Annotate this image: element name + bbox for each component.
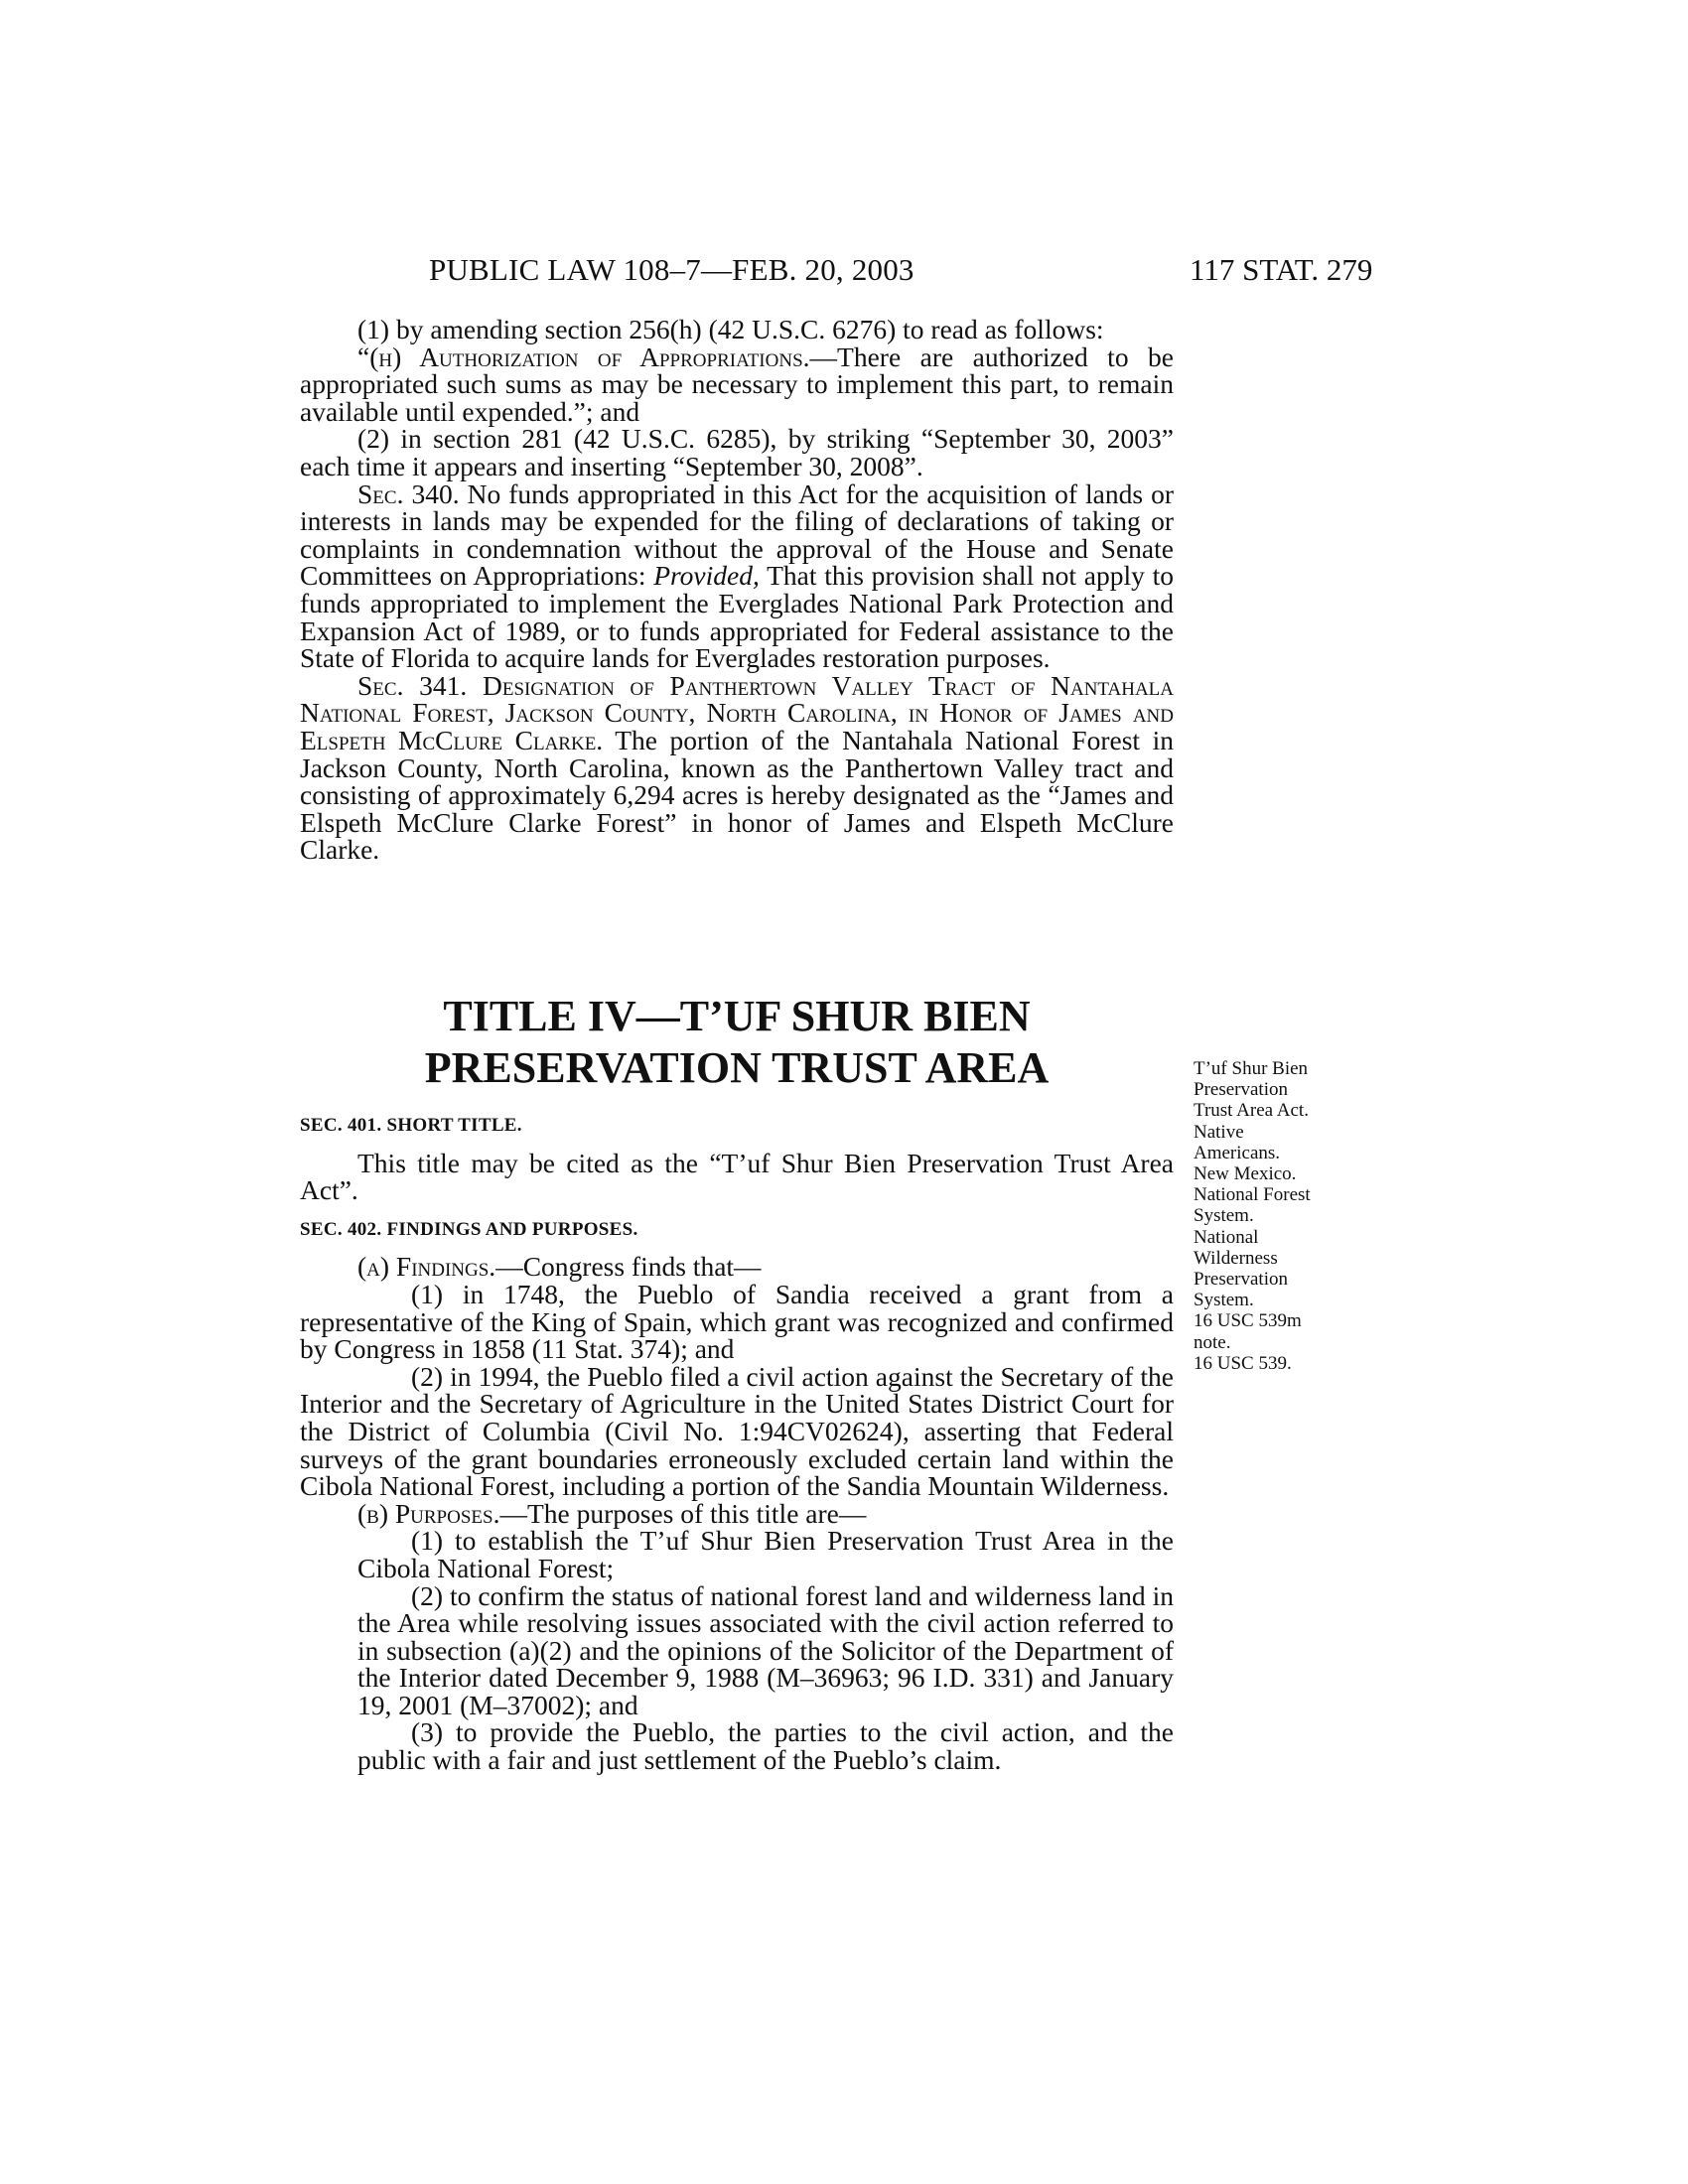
running-header: PUBLIC LAW 108–7—FEB. 20, 2003	[429, 252, 914, 287]
provided-italic: Provided,	[653, 560, 760, 592]
margin-note: 16 USC 539.	[1194, 1352, 1292, 1374]
sec-401-text: This title may be cited as the “T’uf Shur Bien Preservation Trust Area Act”.	[300, 1147, 1174, 1206]
top-text-block	[300, 316, 1174, 864]
page-citation: 117 STAT. 279	[1190, 252, 1373, 287]
findings-intro: —Congress finds that—	[495, 1251, 762, 1283]
purpose-1: (1) to establish the T’uf Shur Bien Preservation Trust Area in the Cibola National Forest;	[357, 1525, 1174, 1583]
margin-note: System.	[1194, 1290, 1254, 1311]
authorization-text: —There are authorized to be appropriated such sums as may be necessary to implement this part, to remain available until expended.”; and	[300, 341, 1175, 427]
margin-note: Preservation	[1194, 1079, 1288, 1101]
findings-heading: (a) Findings.	[357, 1251, 496, 1283]
sec-label: Sec.	[357, 669, 404, 701]
margin-note: System.	[1194, 1205, 1254, 1227]
margin-note: Trust Area Act.	[1194, 1100, 1309, 1122]
title-iv-text-block	[300, 1112, 1174, 1774]
sec-label: Sec.	[357, 478, 404, 509]
margin-note: National Forest	[1194, 1184, 1311, 1206]
margin-note: National	[1194, 1226, 1259, 1248]
sec-401-heading: SEC. 401. SHORT TITLE.	[300, 1115, 522, 1136]
findings-paragraph	[300, 1253, 1174, 1281]
margin-notes	[1194, 1058, 1392, 1374]
margin-note: Wilderness	[1194, 1247, 1278, 1269]
purpose-3: (3) to provide the Pueblo, the parties to the civil action, and the public with a fair and just settlement of the Pueblo’s claim.	[357, 1716, 1174, 1776]
title-line-2: PRESERVATION TRUST AREA	[424, 1043, 1050, 1092]
paragraph-amend-256h: (1) by amending section 256(h) (42 U.S.C. 6276) to read as follows:	[357, 314, 1104, 344]
purposes-intro: —The purposes of this title are—	[499, 1497, 867, 1529]
sec-341-text: The portion of the Nantahala National Forest in Jackson County, North Carolina, known as the Panthertown Valley tract and consisting of approximately 6,294 acres is hereby designated as the “James and Elspeth McClure Clarke Forest” in honor of James and Elspeth McClure Clarke.	[300, 724, 1174, 866]
title-line-1: TITLE IV—T’UF SHUR BIEN	[443, 992, 1031, 1040]
finding-1: (1) in 1748, the Pueblo of Sandia received a grant from a representative of the King of Spain, which grant was recognized and confirmed by Congress in 1858 (11 Stat. 374); and	[300, 1278, 1174, 1365]
margin-note: 16 USC 539m	[1194, 1310, 1302, 1332]
authorization-heading: “(h) Authorization of Appropriations.	[357, 341, 810, 372]
paragraph-sec-340	[300, 480, 1174, 672]
title-heading	[300, 991, 1174, 1094]
sec-340-text-b: That this provision shall not apply to funds appropriated to implement the Everglades National Park Protection and Expansion Act of 1989, or to funds appropriated for Federal assistance to the State of Florida to acquire lands for Everglades restoration purposes.	[300, 560, 1174, 674]
sec-341-heading: 341. Designation of Panthertown Valley Tract of Nantahala National Forest, Jackson County, North Carolina, in Honor of James and Elspeth McClure Clarke.	[300, 669, 1174, 755]
margin-note: note.	[1194, 1331, 1231, 1353]
margin-note: Americans.	[1194, 1142, 1281, 1163]
sec-340-text-a: 340. No funds appropriated in this Act for the acquisition of lands or interests in lands may be expended for the filing of declarations of taking or complaints in condemnation without the approval of the House and Senate Committees on Appropriations:	[300, 478, 1174, 592]
sec-402-heading: SEC. 402. FINDINGS AND PURPOSES.	[300, 1218, 638, 1240]
paragraph-section-281: (2) in section 281 (42 U.S.C. 6285), by striking “September 30, 2003” each time it appears and inserting “September 30, 2008”.	[300, 423, 1174, 481]
margin-note: T’uf Shur Bien	[1194, 1058, 1309, 1079]
purpose-2: (2) to confirm the status of national forest land and wilderness land in the Area while resolving issues associated with the civil action referred to in subsection (a)(2) and the opinions of the Solicitor of the Department of the Interior dated December 9, 1988 (M–36963; 96 I.D. 331) and January 19, 2001 (M–37002); and	[357, 1579, 1174, 1720]
purposes-paragraph	[300, 1497, 1174, 1529]
finding-2: (2) in 1994, the Pueblo filed a civil action against the Secretary of the Interior and the Secretary of Agriculture in the United States District Court for the District of Columbia (Civil No. 1:94CV02624), asserting that Federal surveys of the grant boundaries erroneously excluded certain land within the Cibola National Forest, including a portion of the Sandia Mountain Wilderness.	[300, 1360, 1174, 1502]
margin-note: New Mexico.	[1194, 1163, 1297, 1185]
paragraph-sec-341	[300, 669, 1174, 866]
margin-note: Preservation	[1194, 1269, 1288, 1291]
margin-note: Native	[1194, 1121, 1244, 1143]
paragraph-authorization	[300, 343, 1174, 426]
purposes-heading: (b) Purposes.	[357, 1497, 500, 1529]
